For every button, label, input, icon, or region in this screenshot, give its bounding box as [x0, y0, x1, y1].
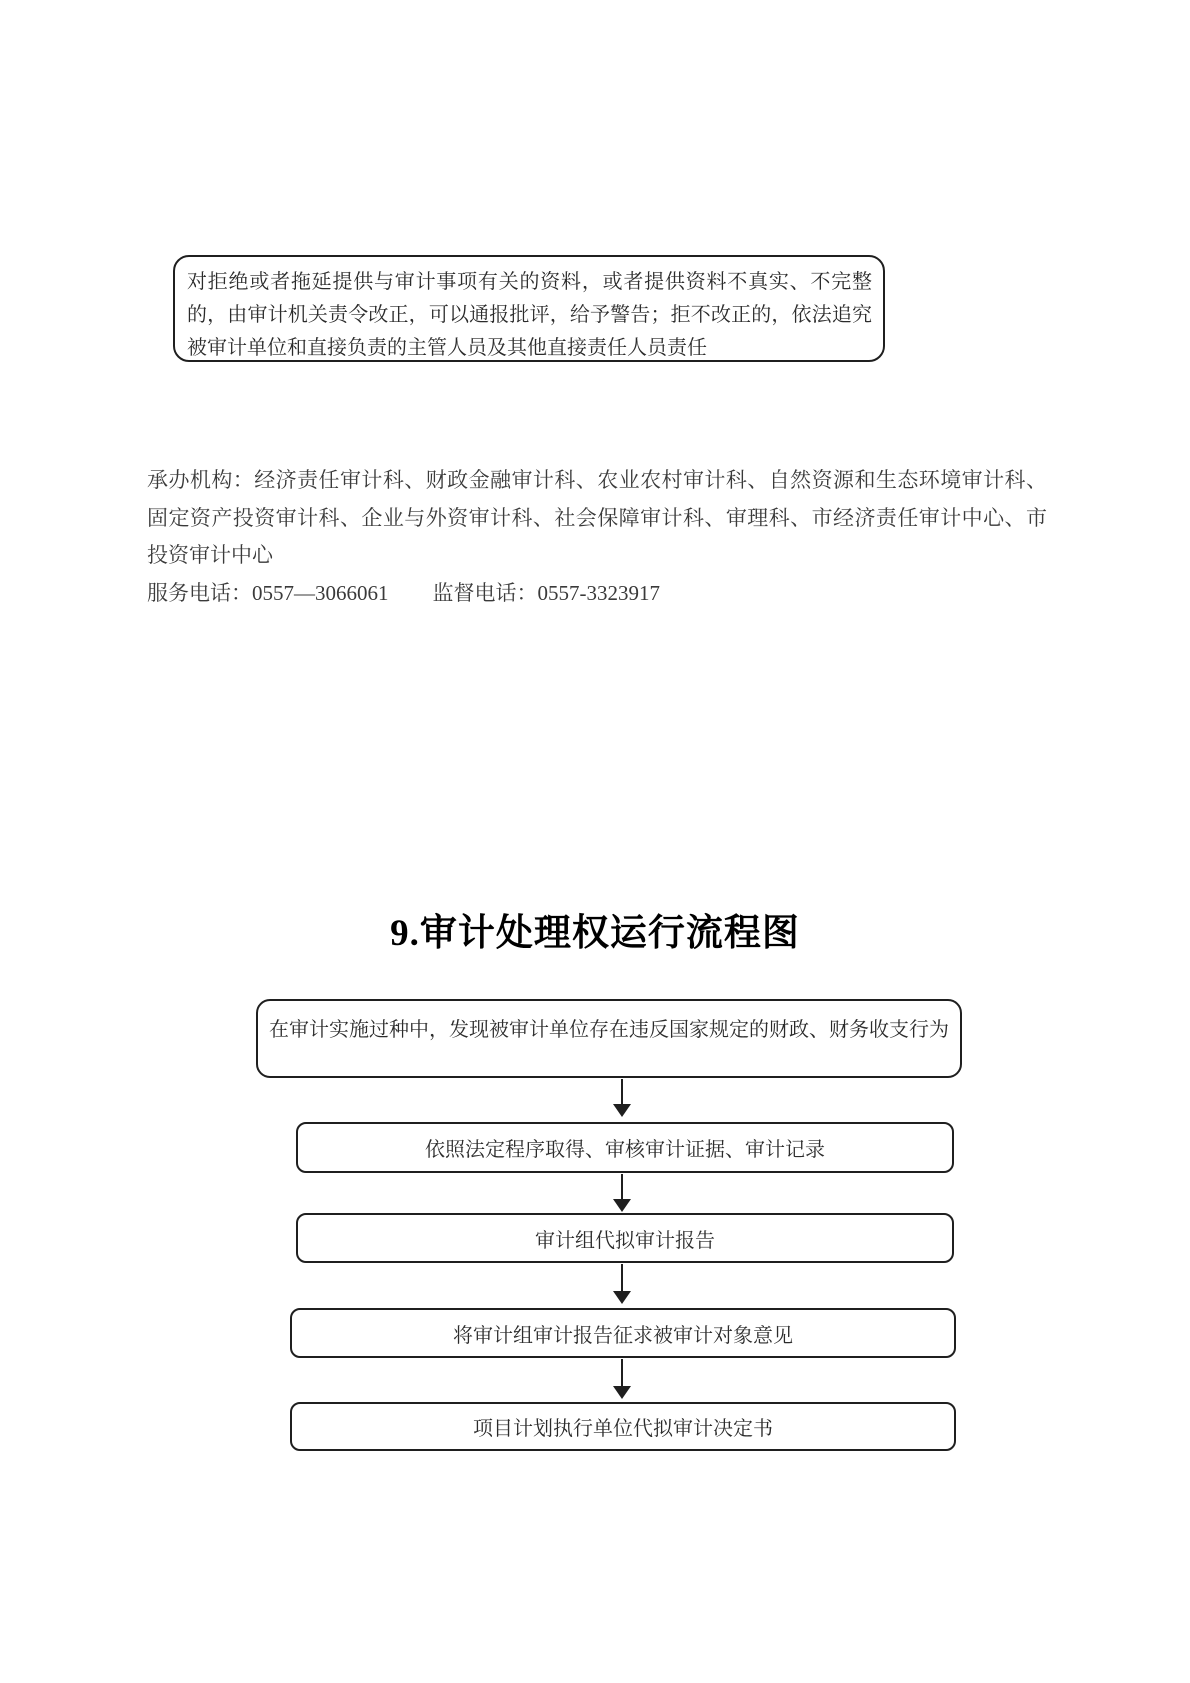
flow-arrow-3 — [613, 1264, 631, 1304]
flow-arrow-4 — [613, 1359, 631, 1399]
arrow-down-icon — [613, 1104, 631, 1117]
flow-step-solicit-opinions — [290, 1308, 956, 1358]
arrow-shaft — [621, 1174, 623, 1199]
phone-line — [147, 578, 1047, 608]
service-phone-label: 服务电话： — [147, 581, 252, 605]
flowchart-title: 9.审计处理权运行流程图 — [390, 913, 800, 954]
flow-step-discovery — [256, 999, 962, 1078]
flow-step-evidence — [296, 1122, 954, 1173]
penalty-notice-text: 对拒绝或者拖延提供与审计事项有关的资料，或者提供资料不真实、不完整的，由审计机关责令改正，可以通报批评，给予警告；拒不改正的，依法追究被审计单位和直接负责的主管人员及其他直接责任人员责任 — [187, 271, 872, 359]
flow-arrow-1 — [613, 1079, 631, 1117]
flow-step-discovery-text: 在审计实施过种中，发现被审计单位存在违反国家规定的财政、财务收支行为 — [269, 1019, 949, 1041]
penalty-notice-box — [173, 255, 885, 362]
flow-step-solicit-opinions-text: 将审计组审计报告征求被审计对象意见 — [453, 1324, 793, 1347]
arrow-shaft — [621, 1079, 623, 1104]
service-phone-number: 0557—3066061 — [252, 581, 389, 605]
flow-step-draft-report — [296, 1213, 954, 1263]
flow-arrow-2 — [613, 1174, 631, 1212]
arrow-shaft — [621, 1359, 623, 1386]
supervision-phone-label: 监督电话： — [432, 581, 538, 605]
arrow-shaft — [621, 1264, 623, 1291]
arrow-down-icon — [613, 1199, 631, 1212]
flow-step-draft-decision — [290, 1402, 956, 1451]
flow-step-draft-report-text: 审计组代拟审计报告 — [535, 1229, 715, 1252]
agency-paragraph: 承办机构：经济责任审计科、财政金融审计科、农业农村审计科、自然资源和生态环境审计科、固定资产投资审计科、企业与外资审计科、社会保障审计科、审理科、市经济责任审计中心、市投资审计中心 — [147, 468, 1047, 567]
flow-step-evidence-text: 依照法定程序取得、审核审计证据、审计记录 — [425, 1139, 825, 1161]
arrow-down-icon — [613, 1291, 631, 1304]
flow-step-draft-decision-text: 项目计划执行单位代拟审计决定书 — [473, 1418, 773, 1440]
supervision-phone-number: 0557-3323917 — [537, 581, 660, 605]
arrow-down-icon — [613, 1386, 631, 1399]
